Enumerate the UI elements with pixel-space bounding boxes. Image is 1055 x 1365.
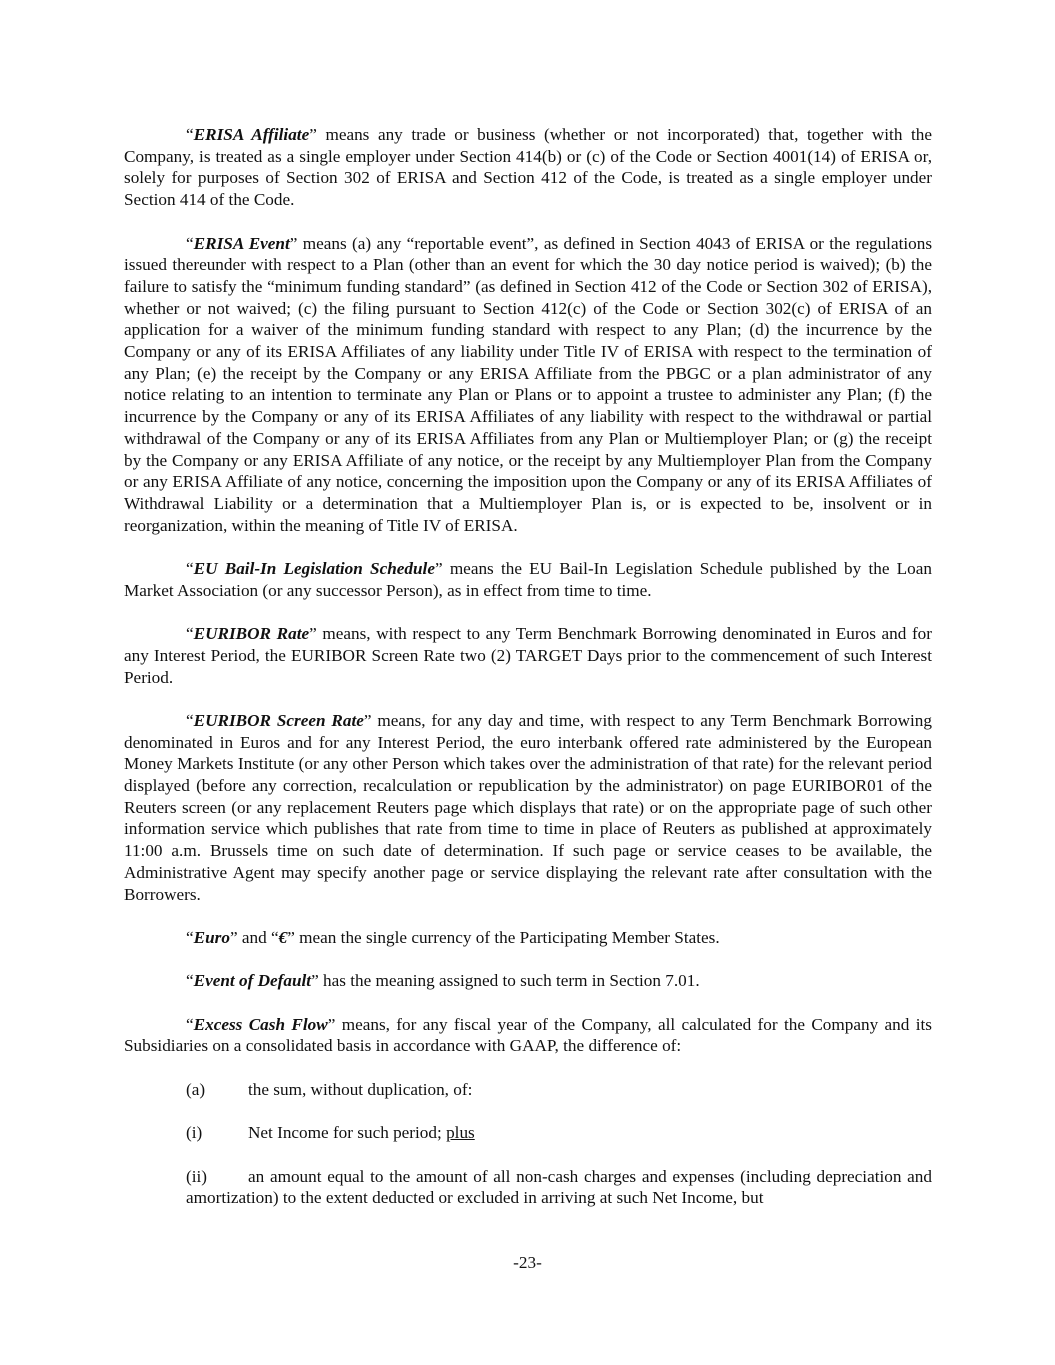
defined-term: Excess Cash Flow [193, 1014, 328, 1034]
list-item-i [124, 1122, 932, 1144]
list-label: (ii) [186, 1166, 207, 1186]
definition-text: means, with respect to any Term Benchmark Borrowing denominated in Euros and for any Interest Period, the EURIBOR Screen Rate two (2) TARGET Days prior to the commencement of such Interest Period. [124, 624, 932, 687]
defined-term: € [278, 927, 288, 947]
list-text: an amount equal to the amount of all non-cash charges and expenses (including depreciation and amortization) to the extent deducted or excluded in arriving at such Net Income, but [186, 1166, 932, 1208]
definition-text: has the meaning assigned to such term in Section 7.01. [318, 971, 700, 991]
defined-term: ERISA Event [193, 233, 290, 253]
definition-euribor-rate: “EURIBOR Rate” means, with respect to any Term Benchmark Borrowing denominated in Euros and for any Interest Period, the EURIBOR Screen Rate two (2) TARGET Days prior to the commencement of such Interest Period. [124, 624, 932, 687]
defined-term: ERISA Affiliate [193, 125, 310, 144]
definition-eu-bail-in-schedule: “EU Bail-In Legislation Schedule” means the EU Bail-In Legislation Schedule published by the Loan Market Association (or any successor Person), as in effect from time to time. [124, 559, 932, 600]
definition-excess-cash-flow: “Excess Cash Flow” means, for any fiscal year of the Company, all calculated for the Company and its Subsidiaries on a consolidated basis in accordance with GAAP, the difference of: [124, 1014, 932, 1056]
page-number: -23- [513, 1253, 542, 1272]
defined-term: EURIBOR Rate [193, 624, 310, 644]
definition-erisa-event: “ERISA Event” means (a) any “reportable event”, as defined in Section 4043 of ERISA or the regulations issued thereunder with respect to a Plan (other than an event for which the 30 day notice period is waived); (b) the failure to satisfy the “minimum funding standard” (as defined in Section 412 of the Code or Section 302 of ERISA), whether or not waived; (c) the filing pursuant to Section 412(c) of the Code or Section 302(c) of ERISA of an application for a waiver of the minimum funding standard with respect to any Plan; (d) the incurrence by the Company or any of its ERISA Affiliates of any liability under Title IV of ERISA with respect to the termination of any Plan; (e) the receipt by the Company or any ERISA Affiliate from the PBGC or a plan administrator of any notice relating to an intention to terminate any Plan or Plans or to appoint a trustee to administer any Plan; (f) the incurrence by the Company or any of its ERISA Affiliates of any liability with respect to the withdrawal or partial withdrawal of the Company or any of its ERISA Affiliates from any Plan or Multiemployer Plan; or (g) the receipt by the Company or any ERISA Affiliate of any notice, or the receipt by any Multiemployer Plan from the Company or any ERISA Affiliate of any notice, concerning the imposition upon the Company or any of its ERISA Affiliates of Withdrawal Liability or a determination that a Multiemployer Plan is, or is expected to be, insolvent or in reorganization, within the meaning of Title IV of ERISA. [124, 233, 933, 535]
defined-term: Euro [193, 927, 230, 947]
definition-event-of-default: “Event of Default” has the meaning assigned to such term in Section 7.01. [186, 971, 700, 991]
definition-text: means, for any day and time, with respect to any Term Benchmark Borrowing denominated in Euros and for any Interest Period, the euro interbank offered rate administered by the European Money Markets Institute (or any other Person which takes over the administration of that rate) for the relevant period displayed (before any correction, recalculation or republication by the administrator) on page EURIBOR01 of the Reuters screen (or any replacement Reuters page which displays that rate) or on the appropriate page of such other information service which publishes that rate from time to time in place of Reuters as published at approximately 11:00 a.m. Brussels time on such date of determination. If such page or service ceases to be available, the Administrative Agent may specify another page or service displaying the relevant rate after consultation with the Borrowers. [124, 710, 932, 904]
list-label: (i) [186, 1123, 203, 1143]
definition-text: means, for any fiscal year of the Company, all calculated for the Company and its Subsidiaries on a consolidated basis in accordance with GAAP, the difference of: [124, 1014, 932, 1056]
document-page [124, 124, 932, 1231]
definition-text: mean the single currency of the Participating Member States. [294, 927, 720, 947]
definition-euribor-screen-rate: “EURIBOR Screen Rate” means, for any day and time, with respect to any Term Benchmark Borrowing denominated in Euros and for any Interest Period, the euro interbank offered rate administered by the European Money Markets Institute (or any other Person which takes over the administration of that rate) for the relevant period displayed (before any correction, recalculation or republication by the administrator) on page EURIBOR01 of the Reuters screen (or any replacement Reuters page which displays that rate) or on the appropriate page of such other information service which publishes that rate from time to time in place of Reuters as published at approximately 11:00 a.m. Brussels time on such date of determination. If such page or service ceases to be available, the Administrative Agent may specify another page or service displaying the relevant rate after consultation with the Borrowers. [124, 710, 932, 904]
definition-text: means (a) any “reportable event”, as defined in Section 4043 of ERISA or the regulations issued thereunder with respect to a Plan (other than an event for which the 30 day notice period is waived); (b) the failure to satisfy the “minimum funding standard” (as defined in Section 412 of the Code or Section 302 of ERISA), whether or not waived; (c) the filing pursuant to Section 412(c) of the Code or Section 302(c) of ERISA of an application for a waiver of the minimum funding standard with respect to any Plan; (d) the incurrence by the Company or any of its ERISA Affiliates of any liability under Title IV of ERISA with respect to the termination of any Plan; (e) the receipt by the Company or any ERISA Affiliate from the PBGC or a plan administrator of any notice relating to an intention to terminate any Plan or Plans or to appoint a trustee to administer any Plan; (f) the incurrence by the Company or any of its ERISA Affiliates of any liability with respect to the withdrawal or partial withdrawal of the Company or any of its ERISA Affiliates from any Plan or Multiemployer Plan; or (g) the receipt by the Company or any ERISA Affiliate of any notice, or the receipt by any Multiemployer Plan from the Company or any ERISA Affiliate of any notice, concerning the imposition upon the Company or any of its ERISA Affiliates of Withdrawal Liability or a determination that a Multiemployer Plan is, or is expected to be, insolvent or in reorganization, within the meaning of Title IV of ERISA. [124, 233, 933, 535]
definition-erisa-affiliate: “ERISA Affiliate” means any trade or business (whether or not incorporated) that, together with the Company, is treated as a single employer under Section 414(b) or (c) of the Code or Section 4001(14) of ERISA or, solely for purposes of Section 302 of ERISA and Section 412 of the Code, is treated as a single employer under Section 414 of the Code. [124, 125, 933, 210]
definition-euro: “Euro” and “€” mean the single currency of the Participating Member States. [186, 927, 720, 947]
list-text: Net Income for such period; plus [248, 1123, 475, 1143]
underlined-word: plus [446, 1123, 475, 1143]
definition-text: means any trade or business (whether or not incorporated) that, together with the Company, is treated as a single employer under Section 414(b) or (c) of the Code or Section 4001(14) of ERISA or, solely for purposes of Section 302 of ERISA and Section 412 of the Code, is treated as a single employer under Section 414 of the Code. [124, 125, 933, 210]
list-label: (a) [186, 1079, 206, 1099]
list-item-a [124, 1079, 932, 1101]
list-item-ii [124, 1166, 932, 1209]
defined-term: EURIBOR Screen Rate [193, 710, 364, 730]
definition-text: means the EU Bail-In Legislation Schedule published by the Loan Market Association (or any successor Person), as in effect from time to time. [124, 559, 932, 600]
defined-term: Event of Default [193, 971, 312, 991]
list-text: the sum, without duplication, of: [248, 1079, 473, 1099]
defined-term: EU Bail-In Legislation Schedule [193, 559, 435, 579]
